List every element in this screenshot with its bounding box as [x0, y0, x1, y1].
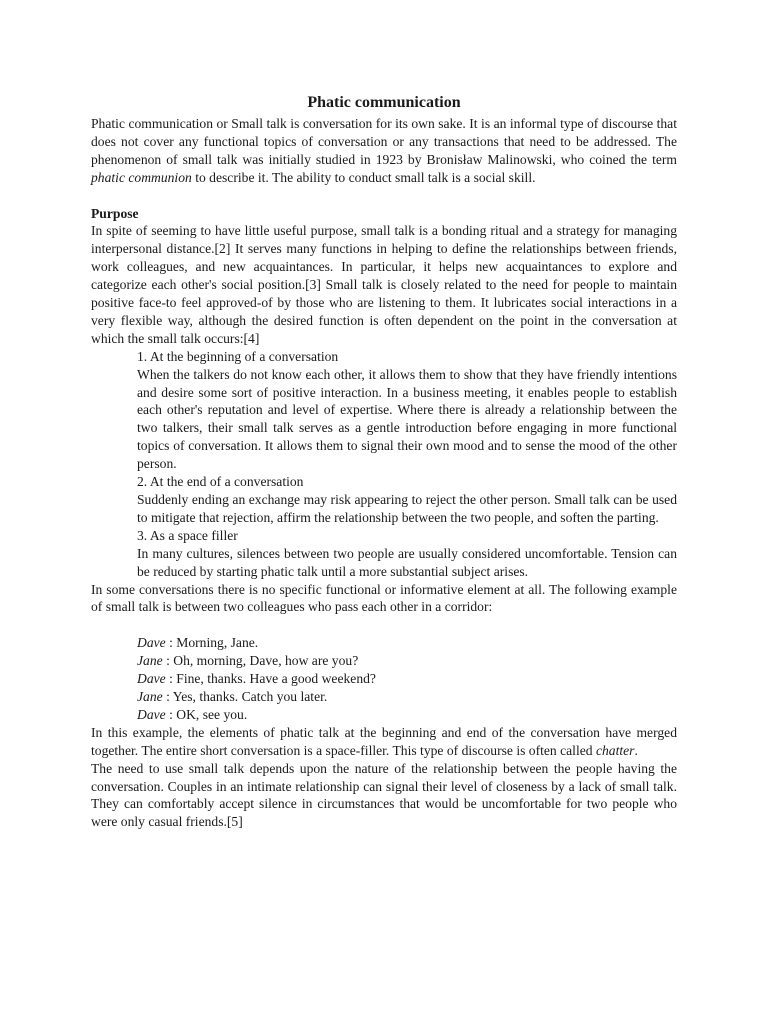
- dialogue-text: : OK, see you.: [165, 706, 248, 722]
- list-item-body: When the talkers do not know each other, it allows them to show that they have friendly intentions and desire some sort of positive interaction. In a business meeting, it enables people to establish each other's reputation and level of expertise. Where there is already a relationship between the two talkers, their small talk serves as a gentle introduction before engaging in more functional topics of conversation. It allows them to signal their own mood and to sense the mood of the other person.: [137, 366, 677, 472]
- dialogue-text: : Morning, Jane.: [165, 635, 259, 651]
- intro-term-italic: phatic communion: [91, 169, 192, 185]
- after-dialogue-paragraph: [91, 724, 677, 760]
- intro-text-end: to describe it. The ability to conduct small talk is a social skill.: [191, 169, 536, 185]
- intro-paragraph: [91, 115, 677, 187]
- list-item-title: 1. At the beginning of a conversation: [137, 348, 339, 364]
- dialogue-text: : Yes, thanks. Catch you later.: [162, 688, 328, 704]
- spacer: [91, 187, 677, 205]
- spacer: [91, 616, 677, 634]
- dialogue-line: [137, 634, 677, 652]
- dialogue-line: [137, 706, 677, 724]
- dialogue-speaker: Dave: [137, 635, 166, 651]
- dialogue-speaker: Dave: [137, 671, 166, 687]
- document-page: [91, 93, 677, 831]
- dialogue-line: [137, 688, 677, 706]
- purpose-paragraph: In spite of seeming to have little useful purpose, small talk is a bonding ritual and a strategy for managing interpersonal distance.[2] It serves many functions in helping to define the relationships between friends, work colleagues, and new acquaintances. In particular, it helps new acquaintances to explore and categorize each other's social position.[3] Small talk is closely related to the need for people to maintain positive face-to feel approved-of by those who are listening to them. It lubricates social interactions in a very flexible way, although the desired function is often dependent on the point in the conversation at which the small talk occurs:[4]: [91, 223, 677, 346]
- example-intro-paragraph: In some conversations there is no specific functional or informative element at all. The following example of small talk is between two colleagues who pass each other in a corridor:: [91, 581, 677, 615]
- list-item-body: Suddenly ending an exchange may risk appearing to reject the other person. Small talk can be used to mitigate that rejection, affirm the relationship between the two people, and soften the parting.: [137, 492, 677, 525]
- list-item: [137, 473, 677, 527]
- dialogue-speaker: Jane: [137, 653, 163, 669]
- dialogue-text: : Oh, morning, Dave, how are you?: [162, 653, 359, 669]
- list-item-title: 2. At the end of a conversation: [137, 474, 304, 490]
- list-item: [137, 348, 677, 473]
- dialogue-speaker: Jane: [137, 688, 163, 704]
- intro-text-start: Phatic communication or Small talk is conversation for its own sake. It is an informal type of discourse that does not cover any functional topics of conversation or any transactions that need to be addressed. The phenomenon of small talk was initially studied in 1923 by Bronisław Malinowski, who coined the term: [91, 116, 677, 167]
- dialogue-text: : Fine, thanks. Have a good weekend?: [165, 671, 376, 687]
- list-item-title: 3. As a space filler: [137, 527, 238, 543]
- dialogue-line: [137, 670, 677, 688]
- dialogue-speaker: Dave: [137, 706, 166, 722]
- document-title: Phatic communication: [307, 94, 461, 111]
- after-dialogue-text-end: .: [634, 742, 638, 758]
- purpose-list: [91, 348, 677, 581]
- closing-paragraph: The need to use small talk depends upon the nature of the relationship between the people having the conversation. Couples in an intimate relationship can signal their level of closeness by a lack of small talk. They can comfortably accept silence in circumstances that would be uncomfortable for two people who were only casual friends.[5]: [91, 760, 677, 830]
- after-dialogue-term-italic: chatter: [595, 742, 635, 758]
- after-dialogue-text-start: In this example, the elements of phatic talk at the beginning and end of the conversation have merged together. The entire short conversation is a space-filler. This type of discourse is often called: [91, 724, 677, 758]
- dialogue-block: [91, 634, 677, 724]
- dialogue-line: [137, 652, 677, 670]
- purpose-heading: Purpose: [91, 205, 139, 221]
- list-item-body: In many cultures, silences between two people are usually considered uncomfortable. Tension can be reduced by starting phatic talk until a more substantial subject arises.: [137, 545, 677, 579]
- list-item: [137, 527, 677, 581]
